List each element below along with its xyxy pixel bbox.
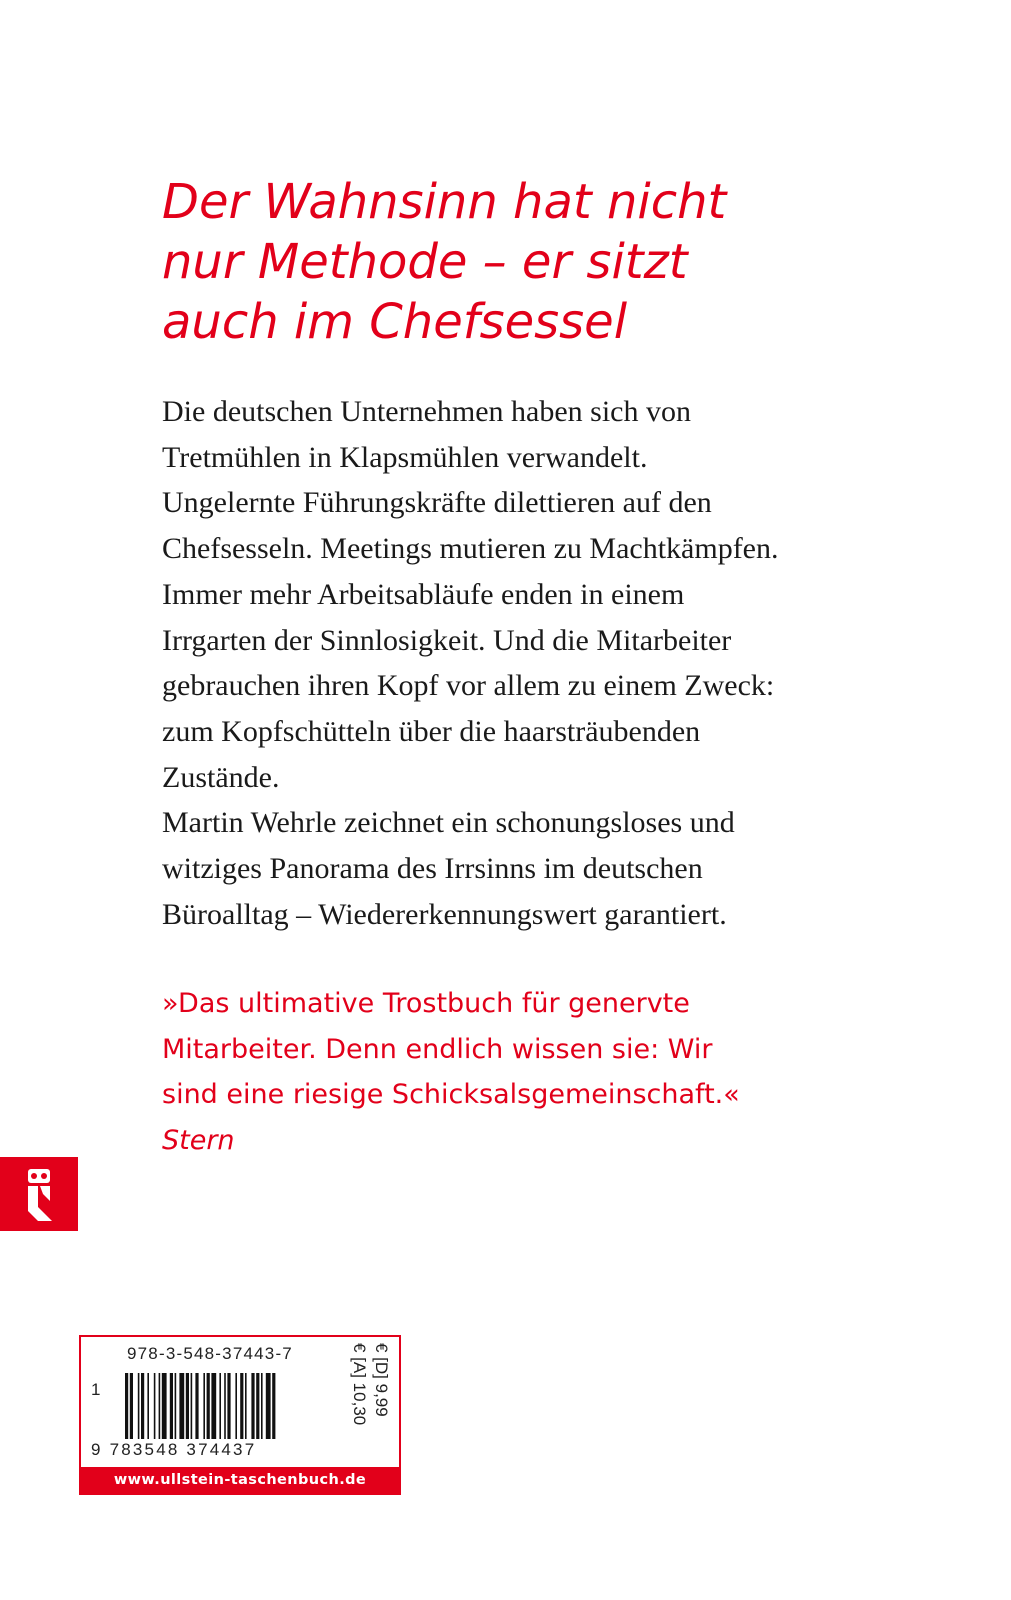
blurb-line: witziges Panorama des Irrsinns im deutschen [162,852,703,886]
quote-line: Mitarbeiter. Denn endlich wissen sie: Wir [162,1033,713,1065]
barcode-bar [130,1373,133,1439]
price-germany: € [D] 9,99 [372,1343,391,1417]
blurb-line: Tretmühlen in Klapsmühlen verwandelt. [162,440,648,474]
blurb-line: gebrauchen ihren Kopf vor allem zu einem Zweck: [162,669,775,703]
barcode-bar [138,1373,140,1439]
publisher-url: www.ullstein-taschenbuch.de [81,1467,399,1493]
barcode-bar [266,1373,271,1439]
barcode-bar [240,1373,243,1439]
owl-icon [0,1157,78,1231]
barcode-bar [159,1373,161,1439]
barcode-bar [256,1373,259,1439]
quote-line: sind eine riesige Schicksalsgemeinschaft.« [162,1079,740,1110]
press-quote [162,981,882,1163]
barcode-bar [154,1373,156,1439]
blurb-line: Ungelernte Führungskräfte dilettieren auf den [162,486,712,520]
isbn-number: 978-3-548-37443-7 [127,1344,293,1363]
barcode-bar [141,1373,144,1439]
headline-line: nur Methode – er sitzt [162,234,688,290]
headline [162,172,862,352]
headline-line: auch im Chefsessel [162,294,628,350]
owl-publisher-logo [0,1157,78,1231]
barcode-bar [125,1373,128,1439]
barcode-bar [162,1373,167,1439]
blurb-line: Chefsesseln. Meetings mutieren zu Machtkämpfen. [162,532,779,566]
barcode-bar [147,1373,149,1439]
price-austria: € [A] 10,30 [350,1343,369,1426]
barcode-bar [227,1373,230,1439]
barcode-bar [186,1373,189,1439]
ean-digits: 9 783548 374437 [91,1440,257,1459]
barcode-bar [211,1373,216,1439]
barcode-bar [191,1373,193,1439]
blurb-line: Martin Wehrle zeichnet ein schonungsloses und [162,806,735,840]
barcode-bar [179,1373,184,1439]
barcode-bar [203,1373,205,1439]
barcode-bar [224,1373,226,1439]
barcode-bar [195,1373,198,1439]
blurb-text [162,389,882,937]
barcode-panel [79,1335,401,1495]
barcode [125,1373,357,1439]
blurb-line: Die deutschen Unternehmen haben sich von [162,395,691,428]
headline-line: Der Wahnsinn hat nicht [162,174,727,230]
quote-source: Stern [162,1124,235,1156]
blurb-line: Büroalltag – Wiedererkennungswert garantiert. [162,897,727,931]
isbn-lead-digit: 1 [91,1380,101,1399]
blurb-line: Irrgarten der Sinnlosigkeit. Und die Mitarbeiter [162,623,732,657]
barcode-bar [170,1373,173,1439]
barcode-bar [219,1373,221,1439]
barcode-bar [261,1373,263,1439]
blurb-line: Immer mehr Arbeitsabläufe enden in einem [162,577,685,611]
barcode-bar [251,1373,254,1439]
barcode-bar [272,1373,275,1439]
barcode-bar [207,1373,210,1439]
quote-line: »Das ultimative Trostbuch für genervte [162,988,690,1019]
blurb-line: zum Kopfschütteln über die haarsträubenden [162,714,701,748]
barcode-bar [175,1373,177,1439]
barcode-bar [245,1373,247,1439]
barcode-bar [235,1373,237,1439]
blurb-line: Zustände. [162,760,280,794]
